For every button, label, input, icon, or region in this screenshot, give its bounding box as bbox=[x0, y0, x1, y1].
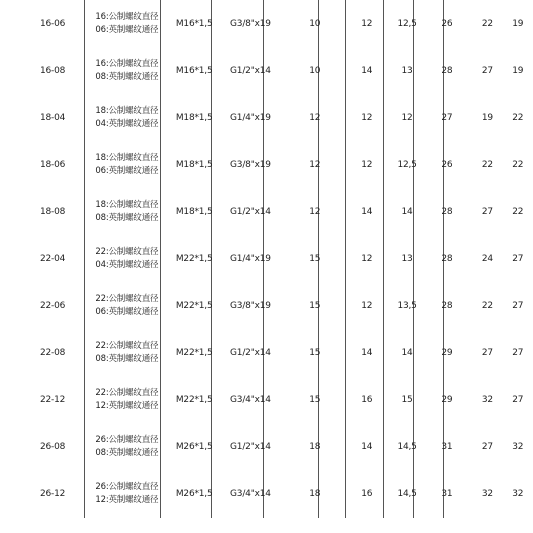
dimension-a: 18 bbox=[309, 441, 321, 452]
table-row bbox=[0, 282, 533, 329]
metric-thread: M26*1,5 bbox=[175, 488, 213, 499]
dimension-b: 16 bbox=[361, 488, 373, 499]
part-code: 16-06 bbox=[40, 18, 66, 29]
metric-diameter-note: 18:公制螺纹直径 bbox=[95, 105, 159, 116]
pipe-thread: G3/8"x19 bbox=[230, 18, 271, 29]
table-row bbox=[0, 235, 533, 282]
dimension-d: 28 bbox=[441, 206, 453, 217]
dimension-c: 13 bbox=[401, 65, 413, 76]
dimension-b: 12 bbox=[361, 300, 373, 311]
dimension-d: 29 bbox=[441, 347, 453, 358]
part-code: 22-04 bbox=[40, 253, 66, 264]
metric-diameter-note: 16:公制螺纹直径 bbox=[95, 11, 159, 22]
dimension-f: 32 bbox=[512, 441, 524, 452]
dimension-a: 15 bbox=[309, 347, 321, 358]
dimension-a: 10 bbox=[309, 65, 321, 76]
table-row bbox=[0, 376, 533, 423]
metric-diameter-note: 22:公制螺纹直径 bbox=[95, 293, 159, 304]
part-code: 16-08 bbox=[40, 65, 66, 76]
dimension-e: 27 bbox=[481, 206, 493, 217]
metric-thread: M26*1,5 bbox=[175, 441, 213, 452]
thread-description bbox=[83, 282, 164, 329]
dimension-e: 32 bbox=[481, 488, 493, 499]
thread-description bbox=[83, 47, 164, 94]
metric-thread: M22*1,5 bbox=[175, 394, 213, 405]
dimension-a: 15 bbox=[309, 300, 321, 311]
dimension-f: 22 bbox=[512, 159, 524, 170]
dimension-d: 28 bbox=[441, 300, 453, 311]
thread-description bbox=[83, 423, 164, 470]
dimension-e: 24 bbox=[481, 253, 493, 264]
dimension-e: 22 bbox=[481, 159, 493, 170]
dimension-b: 12 bbox=[361, 18, 373, 29]
dimension-d: 31 bbox=[441, 441, 453, 452]
imperial-bore-note: 08:英制螺纹通径 bbox=[95, 212, 159, 223]
dimension-a: 15 bbox=[309, 394, 321, 405]
dimension-c: 12 bbox=[401, 112, 413, 123]
imperial-bore-note: 06:英制螺纹通径 bbox=[95, 306, 159, 317]
thread-description bbox=[83, 141, 164, 188]
metric-diameter-note: 22:公制螺纹直径 bbox=[95, 387, 159, 398]
dimension-c: 15 bbox=[401, 394, 413, 405]
metric-diameter-note: 26:公制螺纹直径 bbox=[95, 434, 159, 445]
dimension-f: 22 bbox=[512, 112, 524, 123]
imperial-bore-note: 08:英制螺纹通径 bbox=[95, 447, 159, 458]
dimension-a: 12 bbox=[309, 159, 321, 170]
thread-description bbox=[83, 470, 164, 517]
part-code: 26-08 bbox=[40, 441, 66, 452]
dimension-f: 19 bbox=[512, 18, 524, 29]
metric-thread: M16*1,5 bbox=[175, 18, 213, 29]
dimension-d: 31 bbox=[441, 488, 453, 499]
dimension-c: 14 bbox=[401, 206, 413, 217]
dimension-e: 32 bbox=[481, 394, 493, 405]
dimension-b: 14 bbox=[361, 347, 373, 358]
dimension-e: 27 bbox=[481, 347, 493, 358]
dimension-c: 13 bbox=[401, 253, 413, 264]
table-row bbox=[0, 0, 533, 47]
metric-thread: M18*1,5 bbox=[175, 159, 213, 170]
dimension-d: 26 bbox=[441, 159, 453, 170]
metric-thread: M22*1,5 bbox=[175, 253, 213, 264]
pipe-thread: G1/2"x14 bbox=[230, 441, 271, 452]
dimension-f: 27 bbox=[512, 347, 524, 358]
pipe-thread: G1/2"x14 bbox=[230, 206, 271, 217]
imperial-bore-note: 06:英制螺纹通径 bbox=[95, 165, 159, 176]
pipe-thread: G3/8"x19 bbox=[230, 300, 271, 311]
dimension-f: 19 bbox=[512, 65, 524, 76]
metric-thread: M22*1,5 bbox=[175, 300, 213, 311]
part-code: 22-08 bbox=[40, 347, 66, 358]
pipe-thread: G1/2"x14 bbox=[230, 347, 271, 358]
dimension-d: 27 bbox=[441, 112, 453, 123]
part-code: 18-04 bbox=[40, 112, 66, 123]
part-code: 26-12 bbox=[40, 488, 66, 499]
dimension-f: 22 bbox=[512, 206, 524, 217]
part-code: 18-08 bbox=[40, 206, 66, 217]
dimension-c: 14,5 bbox=[397, 488, 417, 499]
metric-thread: M18*1,5 bbox=[175, 206, 213, 217]
dimension-c: 12,5 bbox=[397, 159, 417, 170]
dimension-e: 22 bbox=[481, 300, 493, 311]
metric-diameter-note: 22:公制螺纹直径 bbox=[95, 246, 159, 257]
dimension-f: 27 bbox=[512, 394, 524, 405]
table-row bbox=[0, 141, 533, 188]
imperial-bore-note: 04:英制螺纹通径 bbox=[95, 118, 159, 129]
metric-diameter-note: 18:公制螺纹直径 bbox=[95, 152, 159, 163]
dimension-c: 14 bbox=[401, 347, 413, 358]
thread-description bbox=[83, 329, 164, 376]
dimension-b: 14 bbox=[361, 206, 373, 217]
table-row bbox=[0, 329, 533, 376]
pipe-thread: G1/4"x19 bbox=[230, 253, 271, 264]
dimension-d: 29 bbox=[441, 394, 453, 405]
pipe-thread: G3/4"x14 bbox=[230, 488, 271, 499]
dimension-e: 22 bbox=[481, 18, 493, 29]
metric-thread: M18*1,5 bbox=[175, 112, 213, 123]
part-code: 22-12 bbox=[40, 394, 66, 405]
thread-description bbox=[83, 235, 164, 282]
dimension-b: 14 bbox=[361, 441, 373, 452]
imperial-bore-note: 06:英制螺纹通径 bbox=[95, 24, 159, 35]
imperial-bore-note: 08:英制螺纹通径 bbox=[95, 71, 159, 82]
dimension-d: 28 bbox=[441, 65, 453, 76]
metric-diameter-note: 18:公制螺纹直径 bbox=[95, 199, 159, 210]
thread-description bbox=[83, 376, 164, 423]
dimension-c: 12,5 bbox=[397, 18, 417, 29]
metric-diameter-note: 26:公制螺纹直径 bbox=[95, 481, 159, 492]
metric-thread: M16*1,5 bbox=[175, 65, 213, 76]
dimension-a: 12 bbox=[309, 206, 321, 217]
pipe-thread: G1/2"x14 bbox=[230, 65, 271, 76]
table-row bbox=[0, 47, 533, 94]
dimension-b: 12 bbox=[361, 253, 373, 264]
pipe-thread: G3/4"x14 bbox=[230, 394, 271, 405]
thread-description bbox=[83, 188, 164, 235]
part-code: 22-06 bbox=[40, 300, 66, 311]
imperial-bore-note: 08:英制螺纹通径 bbox=[95, 353, 159, 364]
dimension-c: 14,5 bbox=[397, 441, 417, 452]
dimension-b: 16 bbox=[361, 394, 373, 405]
dimension-a: 10 bbox=[309, 18, 321, 29]
metric-thread: M22*1,5 bbox=[175, 347, 213, 358]
dimension-b: 12 bbox=[361, 112, 373, 123]
dimension-f: 27 bbox=[512, 253, 524, 264]
imperial-bore-note: 12:英制螺纹通径 bbox=[95, 400, 159, 411]
dimension-c: 13,5 bbox=[397, 300, 417, 311]
imperial-bore-note: 12:英制螺纹通径 bbox=[95, 494, 159, 505]
dimension-a: 12 bbox=[309, 112, 321, 123]
dimension-b: 14 bbox=[361, 65, 373, 76]
dimension-d: 28 bbox=[441, 253, 453, 264]
table-row bbox=[0, 423, 533, 470]
pipe-thread: G1/4"x19 bbox=[230, 112, 271, 123]
dimension-d: 26 bbox=[441, 18, 453, 29]
dimension-f: 32 bbox=[512, 488, 524, 499]
dimension-f: 27 bbox=[512, 300, 524, 311]
dimension-b: 12 bbox=[361, 159, 373, 170]
metric-diameter-note: 22:公制螺纹直径 bbox=[95, 340, 159, 351]
table-row bbox=[0, 94, 533, 141]
pipe-thread: G3/8"x19 bbox=[230, 159, 271, 170]
part-code: 18-06 bbox=[40, 159, 66, 170]
thread-description bbox=[83, 0, 164, 47]
dimension-a: 15 bbox=[309, 253, 321, 264]
metric-diameter-note: 16:公制螺纹直径 bbox=[95, 58, 159, 69]
thread-description bbox=[83, 94, 164, 141]
table-row bbox=[0, 188, 533, 235]
imperial-bore-note: 04:英制螺纹通径 bbox=[95, 259, 159, 270]
dimension-e: 27 bbox=[481, 441, 493, 452]
dimension-e: 27 bbox=[481, 65, 493, 76]
dimension-e: 19 bbox=[481, 112, 493, 123]
dimension-a: 18 bbox=[309, 488, 321, 499]
table-row bbox=[0, 470, 533, 517]
